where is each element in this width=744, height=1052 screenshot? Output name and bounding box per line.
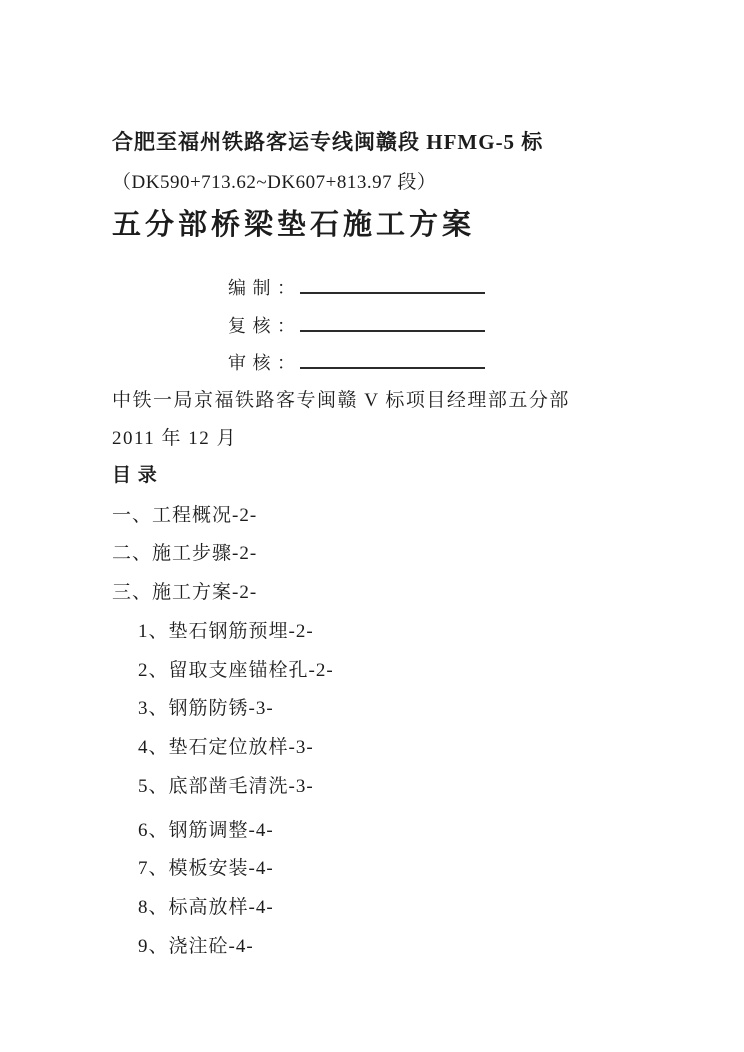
toc-item-level2: 9、浇注砼-4- [138,936,254,957]
toc-item-level2: 8、标高放样-4- [138,897,274,918]
toc-item-level2: 2、留取支座锚栓孔-2- [138,660,334,681]
toc-item-level1: 二、施工步骤-2- [112,543,258,564]
toc-item-level2: 1、垫石钢筋预埋-2- [138,621,314,642]
date-line: 2011 年 12 月 [112,428,238,449]
signoff-blank-line-approver [300,351,485,369]
signoff-row-approver [228,351,485,375]
signoff-row-compiler [228,276,485,300]
doc-title-line: 合肥至福州铁路客运专线闽赣段 HFMG-5 标 [112,130,544,154]
signoff-blank-line-compiler [300,276,485,294]
toc-item-level2: 3、钢筋防锈-3- [138,698,274,719]
signoff-label-reviewer: 复 核 ： [228,316,296,336]
toc-item-level2: 4、垫石定位放样-3- [138,737,314,758]
signoff-blank-line-reviewer [300,314,485,332]
toc-item-level2: 7、模板安装-4- [138,858,274,879]
signoff-row-reviewer [228,314,485,338]
organization-line: 中铁一局京福铁路客专闽赣 V 标项目经理部五分部 [112,390,570,411]
toc-item-level2: 5、底部凿毛清洗-3- [138,776,314,797]
toc-item-level1: 一、工程概况-2- [112,505,258,526]
toc-heading: 目 录 [112,465,158,486]
doc-chainage-line: （DK590+713.62~DK607+813.97 段） [112,172,437,193]
toc-item-level2: 6、钢筋调整-4- [138,820,274,841]
signoff-label-approver: 审 核 ： [228,353,296,373]
signoff-label-compiler: 编 制 ： [228,278,296,298]
doc-main-title: 五分部桥梁垫石施工方案 [112,209,476,241]
toc-item-level1: 三、施工方案-2- [112,582,258,603]
